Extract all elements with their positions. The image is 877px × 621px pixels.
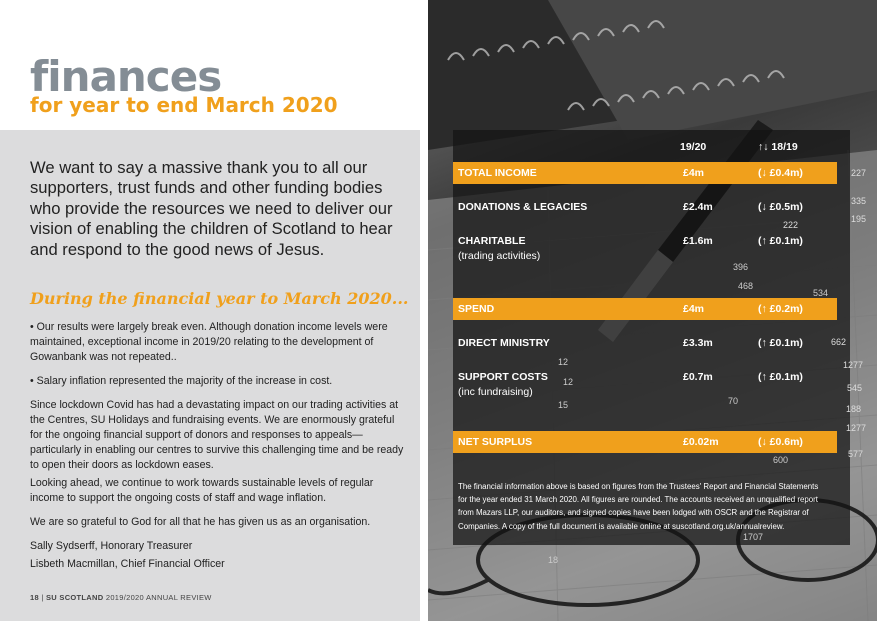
row-note-support-costs: (inc fundraising) (458, 386, 533, 398)
photo-number: 12 (558, 357, 569, 367)
bullet-item: • Our results were largely break even. Although donation income levels were maintained, exceptional income in 2019/20 relating to the development of Gowanbank was not repeated.. (30, 321, 388, 363)
body-paragraph: Looking ahead, we continue to work towards sustainable levels of regular income to support the ongoing costs of staff and wage inflation. (30, 477, 374, 504)
column-header-previous: ↑↓ 18/19 (758, 141, 798, 153)
row-label-total-income: TOTAL INCOME (458, 167, 537, 179)
footer-publication: 2019/2020 ANNUAL REVIEW (105, 593, 212, 602)
photo-number: 70 (728, 396, 739, 406)
row-value-net-surplus: £0.02m (683, 436, 719, 448)
photo-number: 396 (733, 262, 749, 272)
photo-number: 600 (773, 455, 789, 465)
row-label-donations: DONATIONS & LEGACIES (458, 201, 588, 213)
left-page (0, 0, 420, 621)
photo-number: 662 (831, 337, 847, 347)
photo-number: 12 (563, 377, 574, 387)
page-footer (30, 593, 212, 602)
bullet-item: • Salary inflation represented the majority of the increase in cost. (30, 375, 333, 387)
disclaimer-text: The financial information above is based on figures from the Trustees' Report and Financial Statements for the year ended 31 March 2020. All figures are rounded. The accounts received an unqualified report from Mazars LLP, our auditors, and signed copies have been lodged with OSCR and the Registrar of Companies. A copy of the full document is available online at suscotland.org.uk/annualreview. (458, 482, 819, 531)
row-note-charitable: (trading activities) (458, 250, 541, 262)
row-label-direct-ministry: DIRECT MINISTRY (458, 337, 550, 349)
row-value-donations: £2.4m (683, 201, 713, 213)
signatory: Sally Sydserff, Honorary Treasurer (30, 540, 193, 552)
row-label-support-costs: SUPPORT COSTS (458, 371, 548, 383)
row-value-spend: £4m (683, 303, 705, 315)
body-paragraph: Since lockdown Covid has had a devastating impact on our trading activities at the Centres, SU Holidays and fundraising events. We are enormously grateful for the ongoing financial support of donors and responses to appeals—particularly in enabling our centres to survive this challenging time and be ready to open their doors as lockdown eases. (30, 399, 404, 471)
page-title: finances (30, 52, 222, 101)
row-change-spend: (↑ £0.2m) (758, 303, 803, 315)
photo-number: 577 (848, 449, 864, 459)
photo-number: 545 (847, 383, 863, 393)
photo-number: 227 (851, 168, 867, 178)
row-label-spend: SPEND (458, 303, 495, 315)
footer-organisation: SU SCOTLAND (45, 593, 104, 602)
page-subtitle: for year to end March 2020 (30, 93, 338, 117)
body-paragraph: We are so grateful to God for all that he has given us as an organisation. (30, 516, 371, 528)
intro-text: We want to say a massive thank you to all our supporters, trust funds and other funding bodies who provide the resources we need to deliver our vision of enabling the children of Scotland to hear and respond to the good news of Jesus. (30, 158, 393, 259)
photo-number: 468 (738, 281, 754, 291)
photo-number: 195 (851, 214, 867, 224)
row-change-donations: (↓ £0.5m) (758, 201, 803, 213)
row-label-net-surplus: NET SURPLUS (458, 436, 533, 448)
row-change-total-income: (↓ £0.4m) (758, 167, 803, 179)
photo-number: 1277 (843, 360, 864, 370)
photo-number: 18 (548, 555, 559, 565)
row-value-total-income: £4m (683, 167, 705, 179)
page-number: 18 (30, 593, 39, 602)
row-change-support-costs: (↑ £0.1m) (758, 371, 803, 383)
footer-separator: | (41, 593, 44, 602)
column-header-current: 19/20 (680, 141, 707, 153)
photo-number: 1707 (743, 532, 764, 542)
photo-number: 188 (846, 404, 862, 414)
row-value-support-costs: £0.7m (683, 371, 713, 383)
row-value-direct-ministry: £3.3m (683, 337, 713, 349)
photo-number: 15 (558, 400, 569, 410)
photo-number: 1277 (846, 423, 867, 433)
row-value-charitable: £1.6m (683, 235, 713, 247)
section-heading: During the financial year to March 2020... (30, 289, 409, 308)
signatory: Lisbeth Macmillan, Chief Financial Officer (30, 558, 225, 570)
row-change-net-surplus: (↓ £0.6m) (758, 436, 803, 448)
title-block (30, 52, 338, 117)
photo-number: 335 (851, 196, 867, 206)
photo-number: 534 (813, 288, 829, 298)
photo-number: 222 (783, 220, 799, 230)
row-change-charitable: (↑ £0.1m) (758, 235, 803, 247)
row-label-charitable: CHARITABLE (458, 235, 526, 247)
row-change-direct-ministry: (↑ £0.1m) (758, 337, 803, 349)
